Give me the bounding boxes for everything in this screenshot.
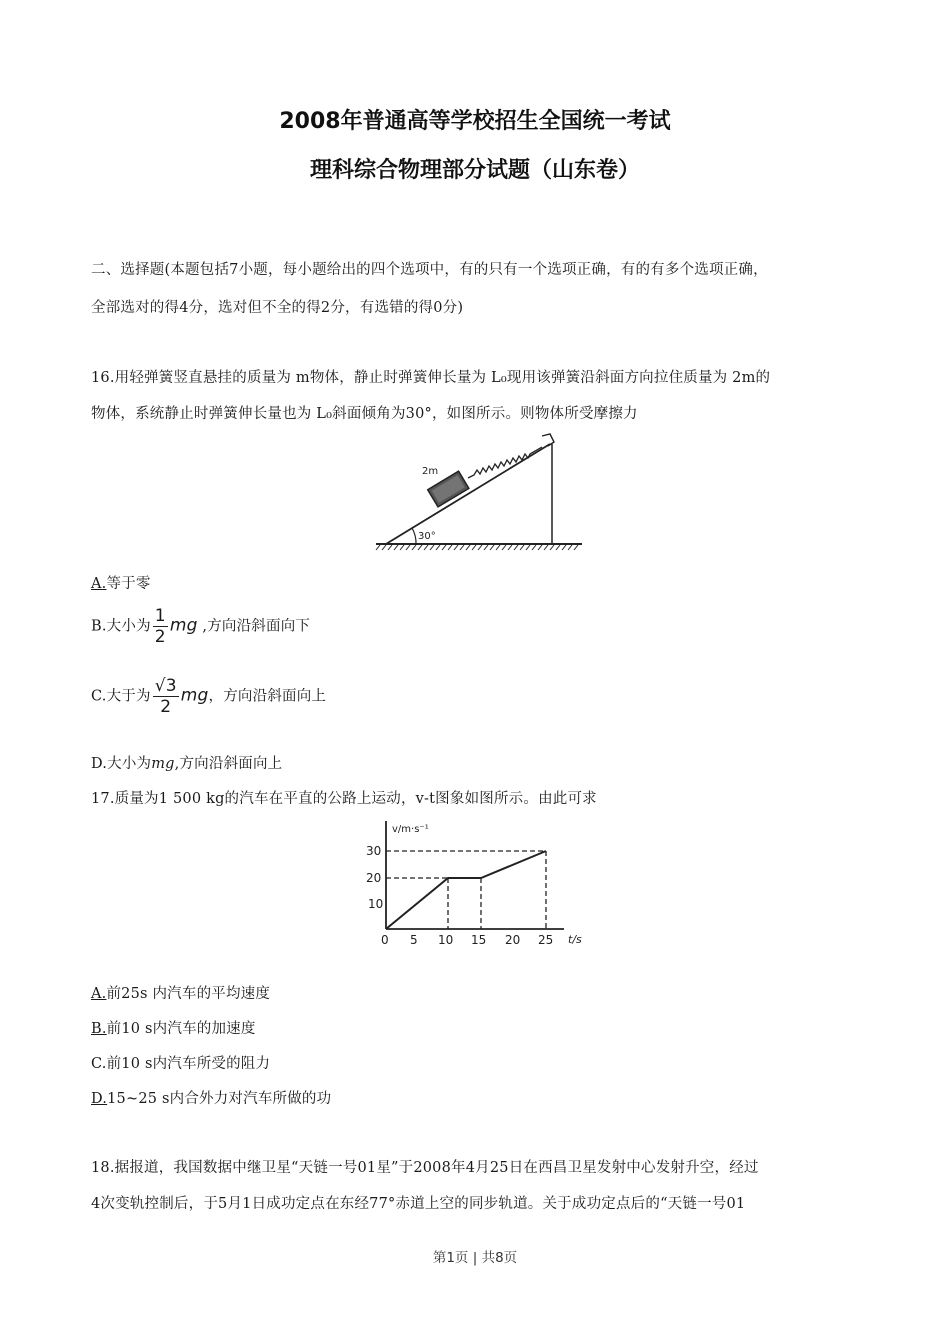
x-tick: 15	[471, 933, 487, 947]
option-text: 等于零	[106, 576, 151, 592]
q16-option-d	[91, 752, 282, 773]
option-letter: D.	[91, 756, 108, 772]
option-text: ,方向沿斜面向下	[197, 618, 311, 635]
page-subtitle: 理科综合物理部分试题（山东卷）	[309, 158, 640, 183]
q18-stem-line1: 18.据报道，我国数据中继卫星“天链一号01星”于2008年4月25日在西昌卫星发射中心发射升空，经过	[91, 1160, 759, 1176]
x-tick: 20	[505, 933, 521, 947]
q16-option-c	[91, 676, 326, 717]
fraction-half	[153, 606, 168, 647]
option-text: 大小为	[106, 618, 151, 635]
page-title: 2008年普通高等学校招生全国统一考试	[279, 109, 671, 134]
option-text: 前25s 内汽车的平均速度	[106, 986, 271, 1002]
option-text: 15~25 s内合外力对汽车所做的功	[107, 1091, 332, 1107]
q17-option-b	[91, 1017, 256, 1038]
option-letter: B.	[91, 618, 107, 635]
q16-option-b	[91, 606, 310, 647]
q17-stem-line1: 17.质量为1 500 kg的汽车在平直的公路上运动，v-t图象如图所示。由此可求	[91, 791, 597, 807]
dashed-guides	[386, 851, 546, 929]
option-letter: A.	[91, 576, 107, 592]
math-mg: mg	[169, 615, 198, 636]
option-letter: C.	[91, 688, 107, 705]
denominator: 2	[160, 697, 172, 717]
option-letter: C.	[91, 1056, 107, 1072]
option-letter: B.	[91, 1021, 107, 1037]
spring	[468, 447, 542, 478]
option-text: 前10 s内汽车所受的阻力	[106, 1056, 271, 1072]
x-tick: 10	[438, 933, 454, 947]
vt-series-line	[386, 851, 546, 929]
x-tick: 0	[381, 933, 389, 947]
q17-option-c	[91, 1052, 270, 1073]
q16-stem-line2: 物体，系统静止时弹簧伸长量也为 L₀斜面倾角为30°，如图所示。则物体所受摩擦力	[91, 406, 638, 422]
angle-label: 30°	[418, 531, 436, 542]
q16-option-a	[91, 572, 151, 593]
x-axis-label: t/s	[568, 933, 582, 946]
q17-option-d	[91, 1087, 331, 1108]
math-mg: mg	[180, 685, 209, 706]
option-letter: A.	[91, 986, 107, 1002]
q16-stem-line1: 16.用轻弹簧竖直悬挂的质量为 m物体，静止时弹簧伸长量为 L₀现用该弹簧沿斜面方向拉住质量为 2m的	[91, 370, 771, 386]
y-tick: 30	[366, 844, 382, 858]
fraction-sqrt3-over-2	[153, 676, 179, 717]
numerator: 1	[154, 606, 166, 626]
option-text: ,方向沿斜面向上	[174, 756, 283, 772]
y-tick: 20	[366, 871, 382, 885]
page-number: 第1页 | 共8页	[432, 1250, 518, 1266]
y-tick: 10	[368, 897, 384, 911]
option-text: 前10 s内汽车的加速度	[106, 1021, 256, 1037]
option-text: ，方向沿斜面向上	[208, 688, 327, 705]
option-letter: D.	[91, 1091, 108, 1107]
section-instruction-line1: 二、选择题(本题包括7小题，每小题给出的四个选项中，有的只有一个选项正确，有的有多个选项正确，	[91, 262, 768, 278]
denominator: 2	[154, 627, 166, 647]
numerator: √3	[154, 676, 177, 696]
vt-chart	[360, 815, 600, 955]
section-instruction-line2: 全部选对的得4分，选对但不全的得2分，有选错的得0分)	[91, 300, 464, 316]
y-axis-label: v/m·s⁻¹	[392, 824, 429, 835]
option-text: 大小为	[107, 756, 152, 772]
option-text: 大于为	[106, 688, 151, 705]
q18-stem-line2: 4次变轨控制后，于5月1日成功定点在东经77°赤道上空的同步轨道。关于成功定点后的“天链一号01	[91, 1196, 746, 1212]
math-mg: mg	[151, 756, 175, 772]
incline-spring-figure	[372, 428, 588, 556]
x-tick: 5	[410, 933, 418, 947]
x-tick: 25	[538, 933, 554, 947]
mass-label: 2m	[422, 466, 439, 477]
q17-option-a	[91, 982, 270, 1003]
